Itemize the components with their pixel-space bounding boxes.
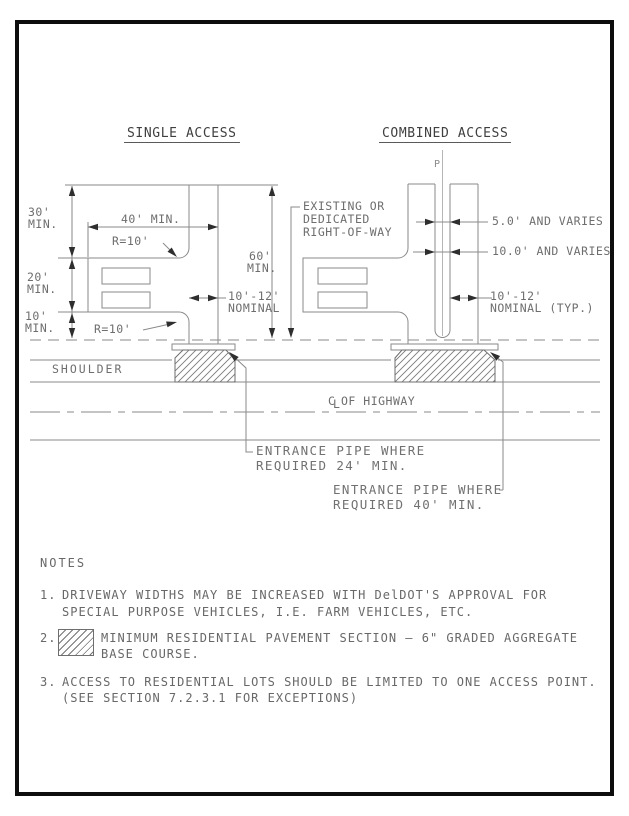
note-1-line2: SPECIAL PURPOSE VEHICLES, I.E. FARM VEHICLES, ETC. [62,605,474,619]
hatch-legend-swatch [58,629,94,656]
note-1-line1: DRIVEWAY WIDTHS MAY BE INCREASED WITH DelDOT'S APPROVAL FOR [62,588,548,602]
property-line-symbol: P [434,159,441,170]
dim-20-value: 20' [27,270,50,284]
combined-access-title: COMBINED ACCESS [379,127,511,143]
dim-10-varies-label: 10.0' AND VARIES [492,244,611,258]
entrance-aprons [172,344,498,382]
vehicle-rect [102,268,150,284]
hatched-pavement-left [175,350,235,382]
shoulder-label: SHOULDER [52,362,124,376]
note-1-num: 1. [40,588,57,602]
apron-lip-left [172,344,235,350]
dim-5-varies-label: 5.0' AND VARIES [492,214,604,228]
row-label-leader [291,207,300,332]
dim-20-min: MIN. [27,282,57,296]
vehicle-rect [102,292,150,308]
nominal-combined-line1: 10'-12' [490,289,542,303]
row-label-line2: DEDICATED [303,212,370,226]
nominal-single-line2: NOMINAL [228,301,280,315]
single-access-geometry [58,185,278,345]
dim-60-min: MIN. [247,261,277,275]
notes-heading: NOTES [40,556,87,570]
pipe-left-line2: REQUIRED 24' MIN. [256,458,408,473]
dim-30-value: 30' [28,205,51,219]
roadway-lines [30,340,600,440]
note-3-line2: (SEE SECTION 7.2.3.1 FOR EXCEPTIONS) [62,691,359,705]
note-3-line1: ACCESS TO RESIDENTIAL LOTS SHOULD BE LIMITED TO ONE ACCESS POINT. [62,675,597,689]
dim-10-min: MIN. [25,321,55,335]
note-2-line2: BASE COURSE. [101,647,200,661]
note-2-line1: MINIMUM RESIDENTIAL PAVEMENT SECTION — 6" GRADED AGGREGATE [101,631,579,645]
radius-bottom-leader [143,324,170,330]
radius-bottom-label: R=10' [94,322,132,336]
centerline-label [328,396,415,409]
centerline-symbol-icon: C L [328,394,341,411]
nominal-combined-line2: NOMINAL (TYP.) [490,301,594,315]
driveway-flare-outline [88,185,189,345]
radius-top-label: R=10' [112,234,150,248]
dim-60-value: 60' [249,249,272,263]
dim-40-label: 40' MIN. [121,212,181,226]
single-access-title: SINGLE ACCESS [124,127,240,143]
apron-lip-right [391,344,498,350]
row-label-line1: EXISTING OR [303,199,385,213]
nominal-single-line1: 10'-12' [228,289,280,303]
pipe-right-line1: ENTRANCE PIPE WHERE [333,482,503,497]
vehicle-rect [318,292,367,308]
hatched-pavement-right [395,350,495,382]
row-label-line3: RIGHT-OF-WAY [303,225,393,239]
vehicle-rect [318,268,367,284]
combined-access-geometry [303,150,492,344]
note-3-num: 3. [40,675,57,689]
centerline-text: OF HIGHWAY [341,394,416,408]
pipe-left-line1: ENTRANCE PIPE WHERE [256,443,426,458]
note-2-num: 2. [40,631,57,645]
dim-10-value: 10' [25,309,48,323]
dim-30-min: MIN. [28,217,58,231]
pipe-right-line2: REQUIRED 40' MIN. [333,497,485,512]
